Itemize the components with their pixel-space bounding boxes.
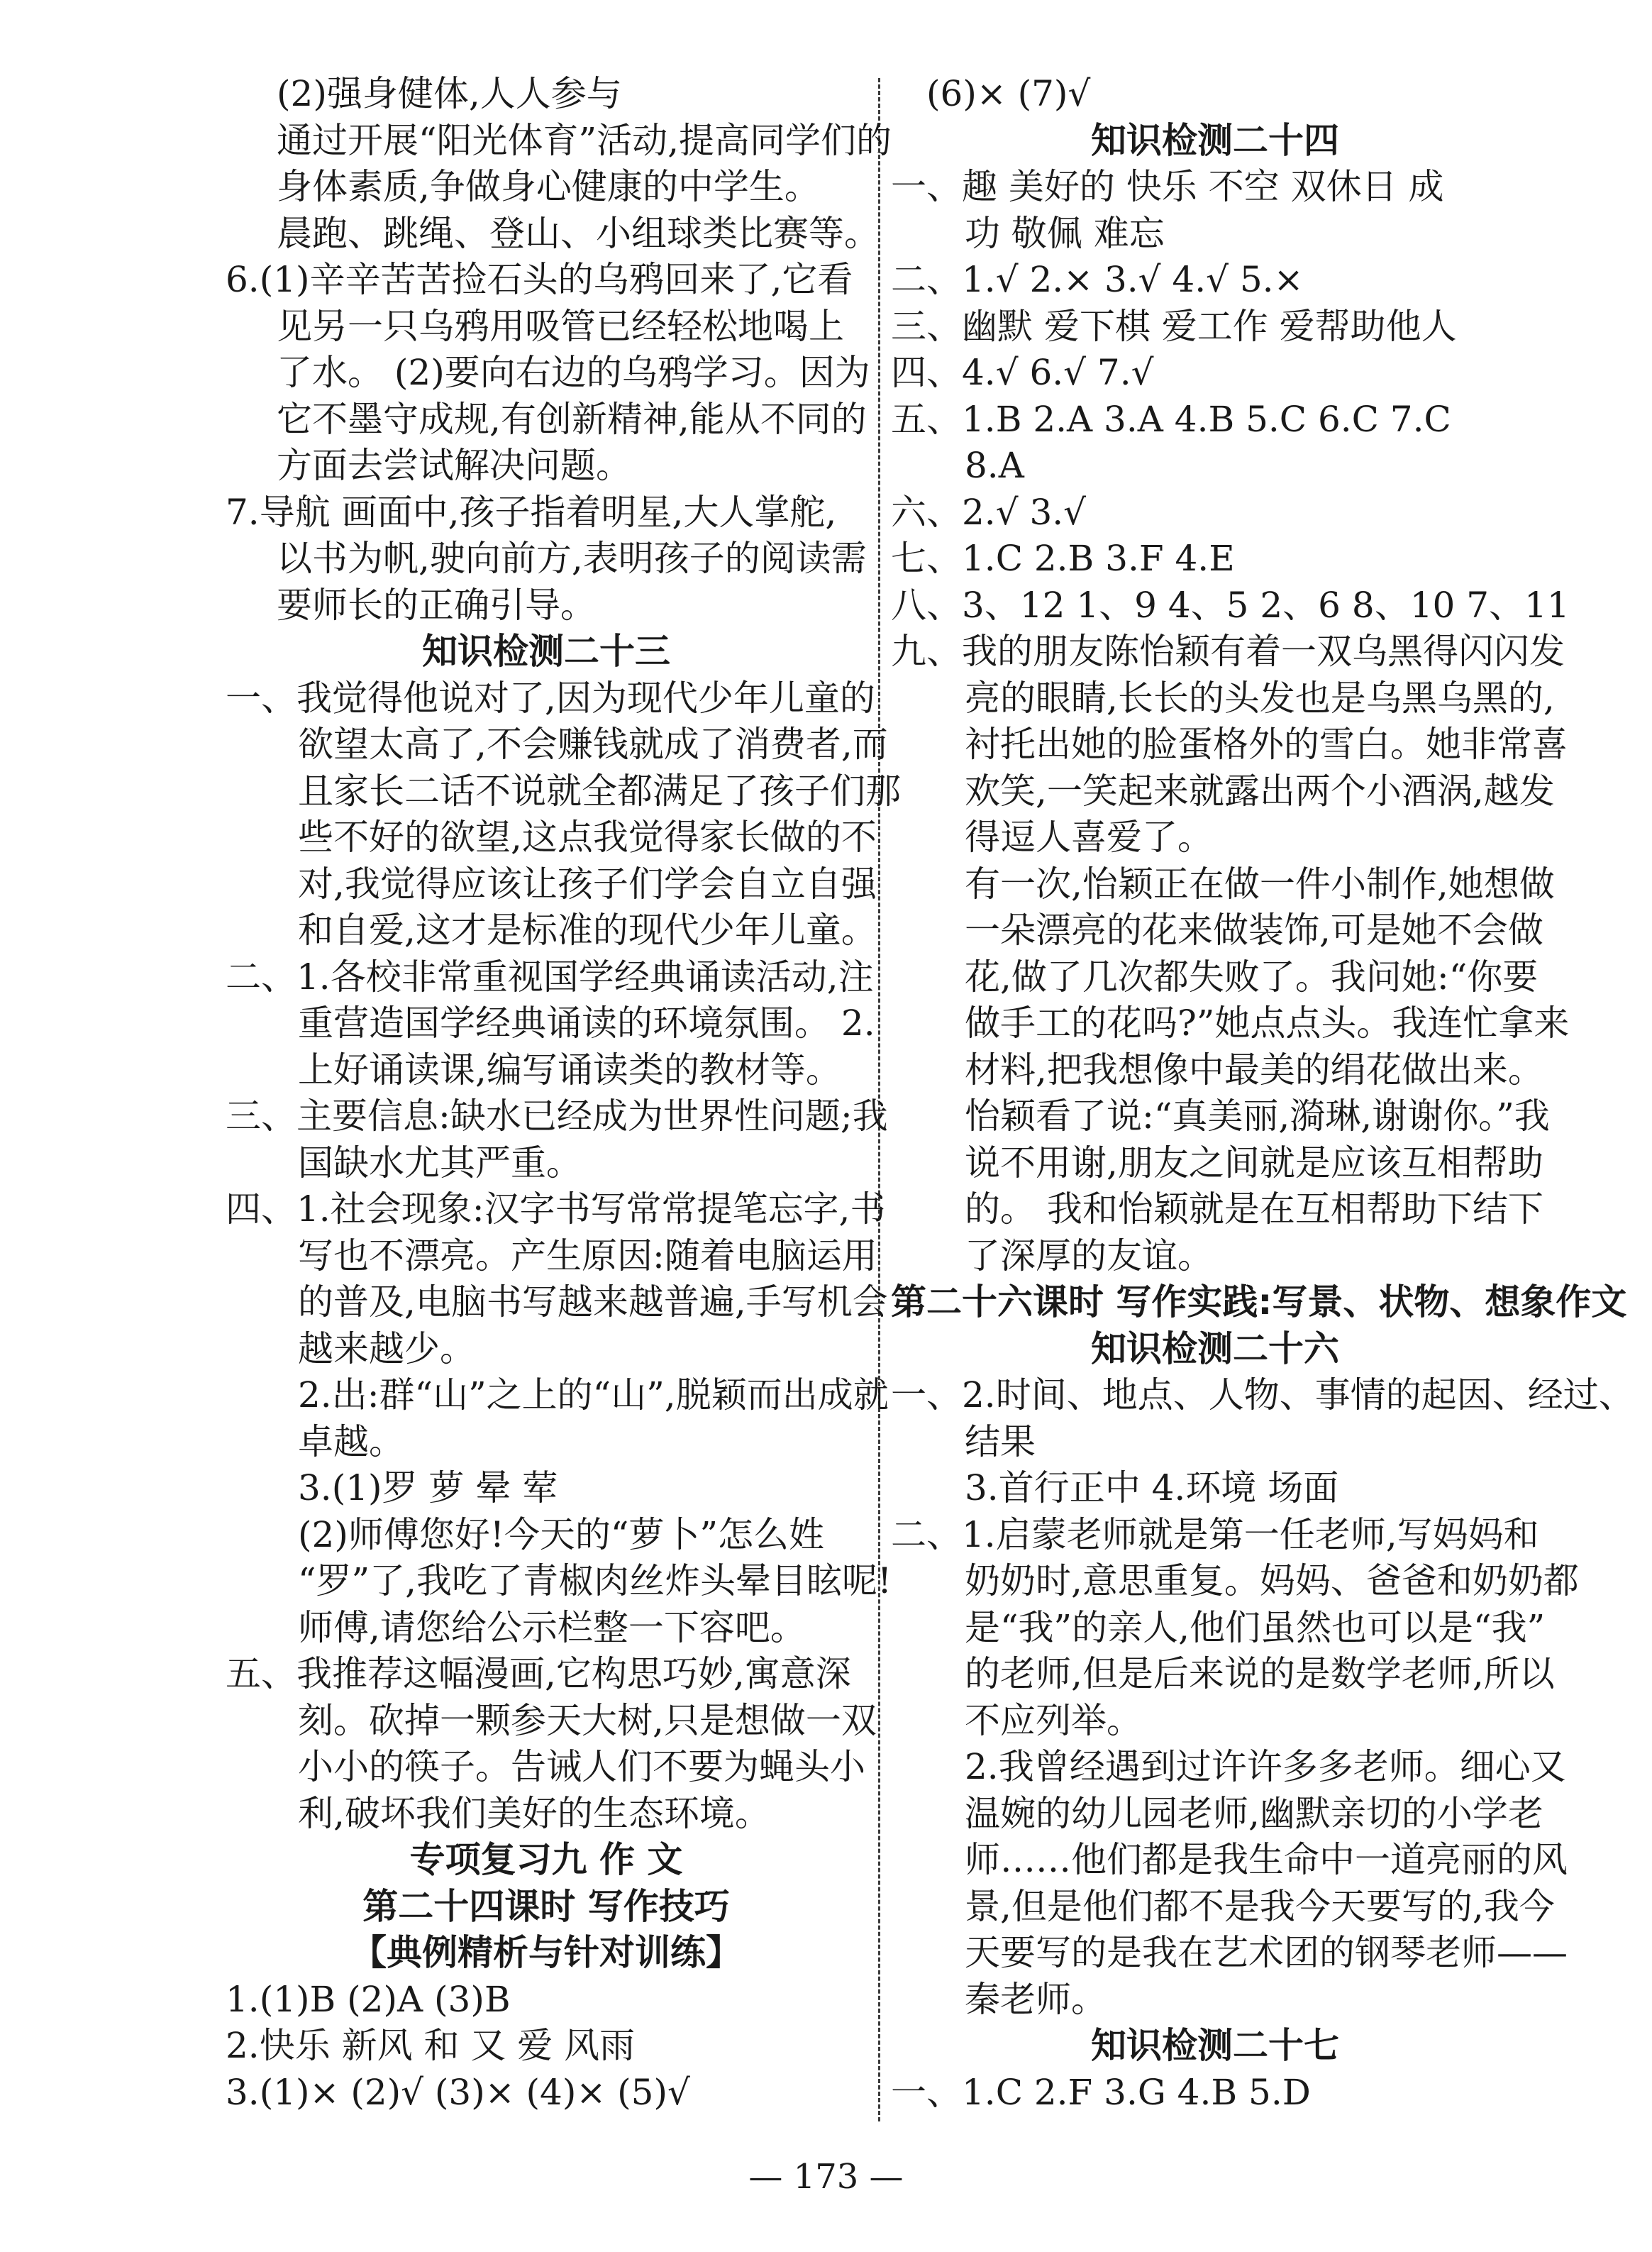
answer-line: 四、1.社会现象:汉字书写常常提笔忘字,书 <box>226 1188 886 1230</box>
answer-line: 景,但是他们都不是我今天要写的,我今 <box>965 1885 1555 1927</box>
answer-line: 二、1.启蒙老师就是第一任老师,写妈妈和 <box>891 1513 1539 1555</box>
answer-line: 一、趣 美好的 快乐 不空 双休日 成 <box>891 166 1444 207</box>
answer-line: 得逗人喜爱了。 <box>965 817 1213 858</box>
answer-line: 6.(1)辛辛苦苦捡石头的乌鸦回来了,它看 <box>226 259 853 300</box>
answer-line: (6)× (7)√ <box>926 73 1091 114</box>
answer-line: 三、主要信息:缺水已经成为世界性问题;我 <box>226 1095 888 1137</box>
answer-line: 四、4.√ 6.√ 7.√ <box>891 352 1154 393</box>
answer-line: 3.(1)罗 萝 晕 荤 <box>298 1467 558 1508</box>
answer-line: 利,破坏我们美好的生态环境。 <box>298 1792 770 1834</box>
answer-line: 说不用谢,朋友之间就是应该互相帮助 <box>965 1142 1543 1183</box>
answer-line: 亮的眼睛,长长的头发也是乌黑乌黑的, <box>965 677 1555 719</box>
answer-line: 天要写的是我在艺术团的钢琴老师—— <box>965 1932 1568 1973</box>
answer-line: 1.(1)B (2)A (3)B <box>226 1978 511 2020</box>
answer-line: 些不好的欲望,这点我觉得家长做的不 <box>298 817 877 858</box>
answer-line: 要师长的正确引导。 <box>277 584 596 626</box>
answer-line: 它不墨守成规,有创新精神,能从不同的 <box>277 398 867 440</box>
answer-line: 见另一只乌鸦用吸管已经轻松地喝上 <box>277 305 844 347</box>
answer-line: 功 敬佩 难忘 <box>965 212 1165 254</box>
answer-line: 衬托出她的脸蛋格外的雪白。她非常喜 <box>965 724 1568 765</box>
page-number: — 173 — <box>748 2157 904 2197</box>
answer-line: 的老师,但是后来说的是数学老师,所以 <box>965 1653 1555 1694</box>
answer-line: 二、1.√ 2.× 3.√ 4.√ 5.× <box>891 259 1304 300</box>
answer-line: 身体素质,争做身心健康的中学生。 <box>277 166 820 207</box>
section-heading: 知识检测二十六 <box>1091 1328 1339 1369</box>
section-heading: 知识检测二十七 <box>1091 2025 1339 2066</box>
answer-line: 材料,把我想像中最美的绢花做出来。 <box>965 1049 1543 1091</box>
answer-line: 写也不漂亮。产生原因:随着电脑运用 <box>298 1235 877 1276</box>
answer-line: “罗”了,我吃了青椒肉丝炸头晕目眩呢! <box>298 1560 892 1601</box>
answer-line: 奶奶时,意思重复。妈妈、爸爸和奶奶都 <box>965 1560 1579 1601</box>
answer-line: 有一次,怡颖正在做一件小制作,她想做 <box>965 863 1555 905</box>
answer-line: 通过开展“阳光体育”活动,提高同学们的 <box>277 119 892 161</box>
answer-line: 欢笑,一笑起来就露出两个小酒涡,越发 <box>965 770 1555 812</box>
section-heading: 第二十六课时 写作实践:写景、状物、想象作文 <box>891 1281 1627 1323</box>
answer-line: 刻。砍掉一颗参天大树,只是想做一双 <box>298 1699 877 1741</box>
answer-line: 三、幽默 爱下棋 爱工作 爱帮助他人 <box>891 305 1457 347</box>
answer-line: 七、1.C 2.B 3.F 4.E <box>891 538 1235 579</box>
answer-line: 秦老师。 <box>965 1978 1107 2020</box>
answer-line: 结果 <box>965 1420 1036 1462</box>
answer-line: 卓越。 <box>298 1420 404 1462</box>
answer-line: 上好诵读课,编写诵读类的教材等。 <box>298 1049 841 1091</box>
answer-line: 一朵漂亮的花来做装饰,可是她不会做 <box>965 910 1543 951</box>
section-heading: 第二十四课时 写作技巧 <box>362 1885 730 1927</box>
answer-line: (2)强身健体,人人参与 <box>277 73 622 114</box>
answer-line: 六、2.√ 3.√ <box>891 491 1087 533</box>
answer-line: 师傅,请您给公示栏整一下容吧。 <box>298 1606 806 1648</box>
answer-line: 3.首行正中 4.环境 场面 <box>965 1467 1339 1508</box>
answer-line: 且家长二话不说就全都满足了孩子们那 <box>298 770 901 812</box>
left-column <box>226 71 901 2116</box>
answer-line: 二、1.各校非常重视国学经典诵读活动,注 <box>226 956 874 998</box>
answer-line: 重营造国学经典诵读的环境氛围。 2. <box>298 1003 875 1044</box>
answer-line: 是“我”的亲人,他们虽然也可以是“我” <box>965 1606 1546 1648</box>
answer-line: 八、3、12 1、9 4、5 2、6 8、10 7、11 <box>891 584 1570 626</box>
answer-line: 晨跑、跳绳、登山、小组球类比赛等。 <box>277 212 880 254</box>
answer-line: 怡颖看了说:“真美丽,漪琳,谢谢你。”我 <box>965 1095 1550 1137</box>
answer-line: 2.出:群“山”之上的“山”,脱颖而出成就 <box>298 1374 889 1415</box>
answer-line: 的。 我和怡颖就是在互相帮助下结下 <box>965 1188 1543 1230</box>
right-column <box>891 71 1634 2116</box>
answer-line: 五、1.B 2.A 3.A 4.B 5.C 6.C 7.C <box>891 398 1451 440</box>
answer-line: 3.(1)× (2)√ (3)× (4)× (5)√ <box>226 2071 690 2113</box>
answer-line: 的普及,电脑书写越来越普遍,手写机会 <box>298 1281 888 1323</box>
answer-line: 方面去尝试解决问题。 <box>277 445 631 486</box>
answer-line: 五、我推荐这幅漫画,它构思巧妙,寓意深 <box>226 1653 851 1694</box>
answer-line: (2)师傅您好!今天的“萝卜”怎么姓 <box>298 1513 825 1555</box>
answer-line: 一、1.C 2.F 3.G 4.B 5.D <box>891 2071 1311 2113</box>
answer-line: 花,做了几次都失败了。我问她:“你要 <box>965 956 1539 998</box>
answer-line: 九、我的朋友陈怡颖有着一双乌黑得闪闪发 <box>891 631 1565 672</box>
section-heading: 知识检测二十三 <box>422 631 670 672</box>
answer-line: 以书为帆,驶向前方,表明孩子的阅读需 <box>277 538 867 579</box>
section-heading: 【典例精析与针对训练】 <box>351 1932 741 1973</box>
answer-line: 2.我曾经遇到过许许多多老师。细心又 <box>965 1746 1566 1787</box>
answer-line: 师……他们都是我生命中一道亮丽的风 <box>965 1839 1568 1880</box>
answer-line: 不应列举。 <box>965 1699 1142 1741</box>
answer-line: 做手工的花吗?”她点点头。我连忙拿来 <box>965 1003 1570 1044</box>
answer-line: 小小的筷子。告诫人们不要为蝇头小 <box>298 1746 865 1787</box>
answer-line: 和自爱,这才是标准的现代少年儿童。 <box>298 910 877 951</box>
answer-line: 对,我觉得应该让孩子们学会自立自强 <box>298 863 877 905</box>
answer-line: 了水。 (2)要向右边的乌鸦学习。因为 <box>277 352 870 393</box>
answer-line: 一、我觉得他说对了,因为现代少年儿童的 <box>226 677 875 719</box>
answer-line: 欲望太高了,不会赚钱就成了消费者,而 <box>298 724 888 765</box>
answer-line: 2.快乐 新风 和 又 爱 风雨 <box>226 2025 636 2066</box>
answer-line: 温婉的幼儿园老师,幽默亲切的小学老 <box>965 1792 1543 1834</box>
answer-line: 一、2.时间、地点、人物、事情的起因、经过、 <box>891 1374 1634 1415</box>
answer-line: 越来越少。 <box>298 1328 475 1369</box>
answer-line: 8.A <box>965 445 1024 486</box>
answer-line: 了深厚的友谊。 <box>965 1235 1213 1276</box>
section-heading: 专项复习九 作 文 <box>409 1839 683 1880</box>
section-heading: 知识检测二十四 <box>1091 119 1339 161</box>
answer-line: 国缺水尤其严重。 <box>298 1142 582 1183</box>
answer-line: 7.导航 画面中,孩子指着明星,大人掌舵, <box>226 491 837 533</box>
